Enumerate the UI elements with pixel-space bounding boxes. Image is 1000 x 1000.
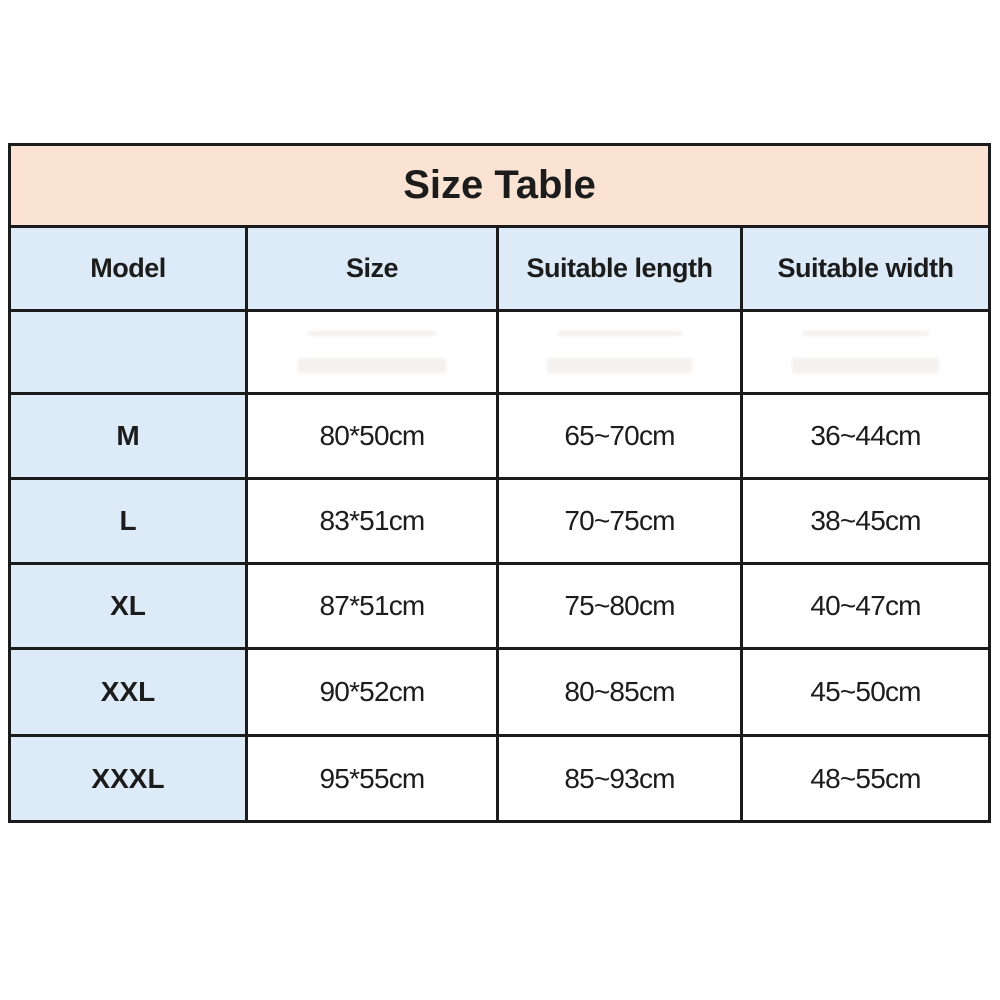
suitable-length-cell: 75~80cm [498, 564, 742, 649]
table-row-xxl [10, 649, 990, 736]
suitable-width-cell: 40~47cm [742, 564, 990, 649]
model-cell: XL [10, 564, 247, 649]
suitable-width-cell: 36~44cm [742, 394, 990, 479]
suitable-length-cell: 70~75cm [498, 479, 742, 564]
suitable-length-cell: 65~70cm [498, 394, 742, 479]
table-row-xl [10, 564, 990, 649]
suitable-width-cell: 38~45cm [742, 479, 990, 564]
suitable-length-cell: 85~93cm [498, 736, 742, 822]
model-cell: XXL [10, 649, 247, 736]
column-header-suitable-length: Suitable length [498, 227, 742, 311]
suitable-width-cell [742, 311, 990, 394]
size-table [8, 143, 991, 823]
model-cell: L [10, 479, 247, 564]
table-title: Size Table [10, 145, 990, 227]
size-cell: 80*50cm [247, 394, 498, 479]
size-cell: 87*51cm [247, 564, 498, 649]
model-cell [10, 311, 247, 394]
table-row-xxxl [10, 736, 990, 822]
column-header-model: Model [10, 227, 247, 311]
column-header-row [10, 227, 990, 311]
suitable-length-cell: 80~85cm [498, 649, 742, 736]
title-row [10, 145, 990, 227]
suitable-width-cell: 45~50cm [742, 649, 990, 736]
suitable-width-cell: 48~55cm [742, 736, 990, 822]
table-row-m [10, 394, 990, 479]
model-cell: XXXL [10, 736, 247, 822]
size-cell [247, 311, 498, 394]
table-row-blank [10, 311, 990, 394]
model-cell: M [10, 394, 247, 479]
column-header-suitable-width: Suitable width [742, 227, 990, 311]
size-cell: 83*51cm [247, 479, 498, 564]
faded-text-artifact [248, 331, 496, 373]
column-header-size: Size [247, 227, 498, 311]
faded-text-artifact [743, 331, 988, 373]
size-cell: 95*55cm [247, 736, 498, 822]
table-row-l [10, 479, 990, 564]
faded-text-artifact [499, 331, 740, 373]
size-cell: 90*52cm [247, 649, 498, 736]
suitable-length-cell [498, 311, 742, 394]
